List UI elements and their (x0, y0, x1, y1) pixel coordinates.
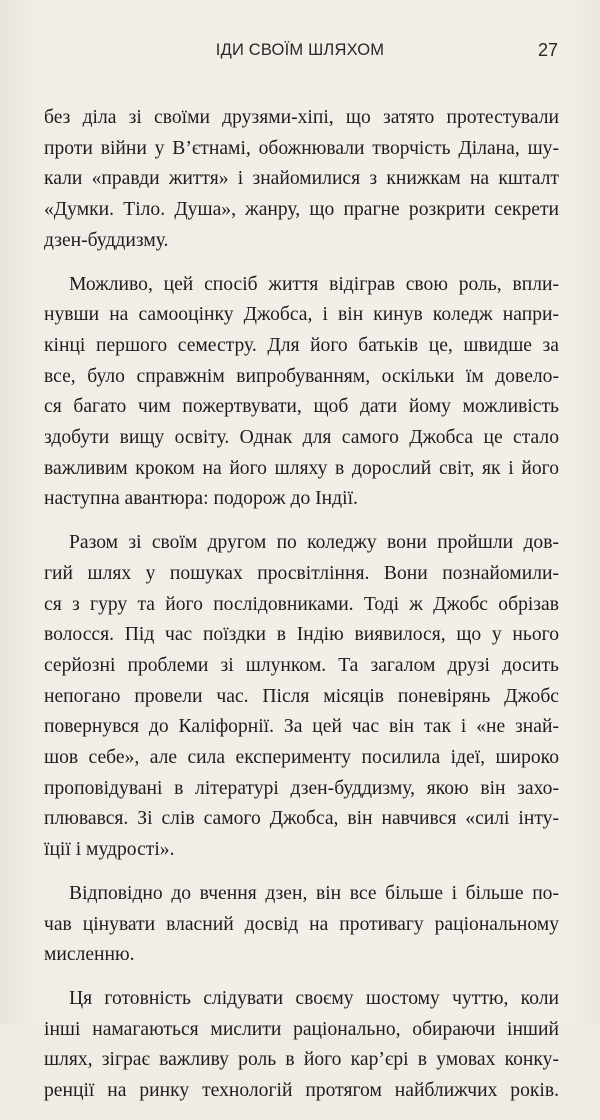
text-line: проповідувані в літературі дзен-буддизму, якою він захо- (44, 777, 559, 799)
text-line: волосся. Під час поїздки в Індію виявилося, що у нього (44, 624, 559, 646)
page-number: 27 (537, 40, 558, 60)
text-line: ся багато чим пожертвувати, щоб дати йому можливість (44, 396, 559, 418)
paragraph-4 (44, 879, 559, 971)
text-line: плювався. Зі слів самого Джобса, він навчився «силі інту- (44, 808, 559, 830)
body-text (44, 103, 559, 1120)
text-line: кали «правди життя» і знайомилися з книжкам на кшталт (44, 168, 559, 190)
text-line: шов себе», але сила експерименту посилила ідеї, широко (44, 747, 559, 769)
text-line: «Думки. Тіло. Душа», жанру, що прагне розкрити секрети (44, 199, 559, 221)
text-line: здобути вищу освіту. Однак для самого Джобса це стало (44, 427, 559, 449)
paragraph-1 (44, 103, 559, 257)
text-line: наступна авантюра: подорож до Індії. (44, 488, 358, 510)
text-line: їції і мудрості». (44, 839, 175, 861)
text-line: чав цінувати власний досвід на противагу раціональному (44, 913, 559, 935)
text-line: проти війни у В’єтнамі, обожнювали творчість Ділана, шу- (44, 137, 559, 159)
text-line: без діла зі своїми друзями-хіпі, що затято протестували (44, 107, 559, 128)
text-line: повернувся до Каліфорнії. За цей час він так і «не знай- (44, 716, 559, 738)
paragraph-2 (44, 270, 559, 516)
text-line: Можливо, цей спосіб життя відіграв свою роль, впли- (69, 273, 559, 295)
text-line: мисленню. (44, 944, 135, 966)
paragraph-3 (44, 528, 559, 866)
text-line: Ця готовність слідувати своєму шостому чуттю, коли (69, 987, 559, 1009)
text-line: непогано провели час. Після місяців поневірянь Джобс (44, 685, 559, 707)
text-line: Разом зі своїм другом по коледжу вони пройшли дов- (69, 532, 559, 554)
text-line: серйозні проблеми зі шлунком. Та загалом друзі досить (44, 654, 559, 676)
text-line: шлях, зіграє важливу роль в його кар’єрі в умовах конку- (44, 1049, 559, 1071)
text-line: кінці першого семестру. Для його батьків це, швидше за (44, 334, 559, 356)
text-line: ся з гуру та його послідовниками. Тоді ж Джобс обрізав (44, 593, 559, 615)
text-line: Відповідно до вчення дзен, він все більше і більше по- (69, 882, 559, 904)
text-line: нувши на самооцінку Джобса, і він кинув коледж напри- (44, 304, 559, 326)
text-line: гий шлях у пошуках просвітління. Вони познайомили- (44, 562, 559, 584)
running-head: ІДИ СВОЇМ ШЛЯХОМ (215, 41, 385, 59)
text-line: все, було справжнім випробуванням, оскільки їм довело- (44, 365, 559, 387)
text-line: інші намагаються мислити раціонально, обираючи інший (44, 1018, 559, 1040)
paragraph-5 (44, 984, 559, 1107)
text-line: дзен-буддизму. (44, 229, 169, 251)
text-line: ренції на ринку технологій протягом найближчих років. (44, 1080, 559, 1102)
text-line: важливим кроком на його шляху в дорослий світ, як і його (44, 457, 559, 479)
